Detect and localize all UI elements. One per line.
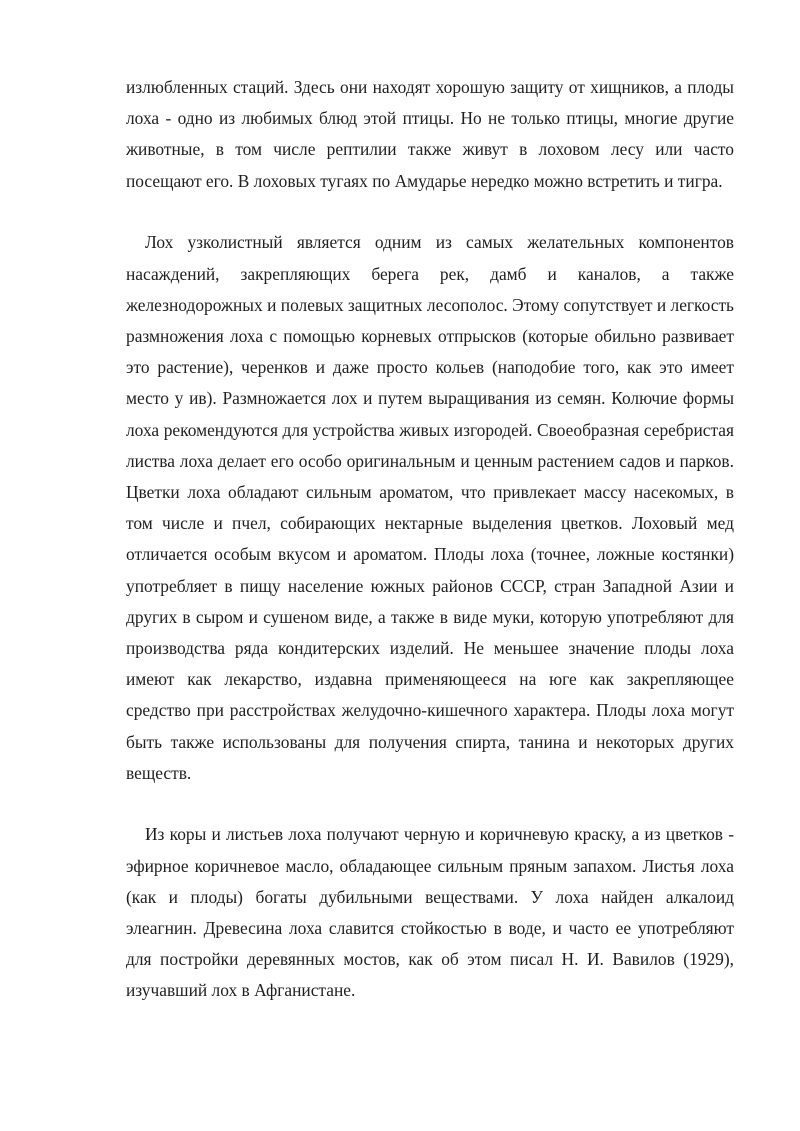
paragraph-2: Лох узколистный является одним из самых желательных компонентов насаждений, закрепляющих берега рек, дамб и каналов, а также железнодорожных и полевых защитных лесополос. Этому сопутствует и легкость размножения лоха с помощью корневых отпрысков (которые обильно развивает это растение), черенков и даже просто кольев (наподобие того, как это имеет место у ив). Размножается лох и путем выращивания из семян. Колючие формы лоха рекомендуются для устройства живых изгородей. Своеобразная серебристая листва лоха делает его особо оригинальным и ценным растением садов и парков. Цветки лоха обладают сильным ароматом, что привлекает массу насекомых, в том числе и пчел, собирающих нектарные выделения цветков. Лоховый мед отличается особым вкусом и ароматом. Плоды лоха (точнее, ложные костянки) употребляет в пищу население южных районов СССР, стран Западной Азии и других в сыром и сушеном виде, а также в виде муки, которую употребляют для производства ряда кондитерских изделий. Не меньшее значение плоды лоха имеют как лекарство, издавна применяющееся на юге как закрепляющее средство при расстройствах желудочно-кишечного характера. Плоды лоха могут быть также использованы для получения спирта, танина и некоторых других веществ.	[126, 232, 734, 783]
paragraph-3: Из коры и листьев лоха получают черную и коричневую краску, а из цветков - эфирное коричневое масло, обладающее сильным пряным запахом. Листья лоха (как и плоды) богаты дубильными веществами. У лоха найден алкалоид элеагнин. Древесина лоха славится стойкостью в воде, и часто ее употребляют для постройки деревянных мостов, как об этом писал Н. И. Вавилов (1929), изучавший лох в Афганистане.	[126, 824, 734, 1001]
document-body	[126, 72, 734, 1037]
paragraph-1: излюбленных стаций. Здесь они находят хорошую защиту от хищников, а плоды лоха - одно из любимых блюд этой птицы. Но не только птицы, многие другие животные, в том числе рептилии также живут в лоховом лесу или часто посещают его. В лоховых тугаях по Амударье нередко можно встретить и тигра.	[126, 77, 734, 191]
